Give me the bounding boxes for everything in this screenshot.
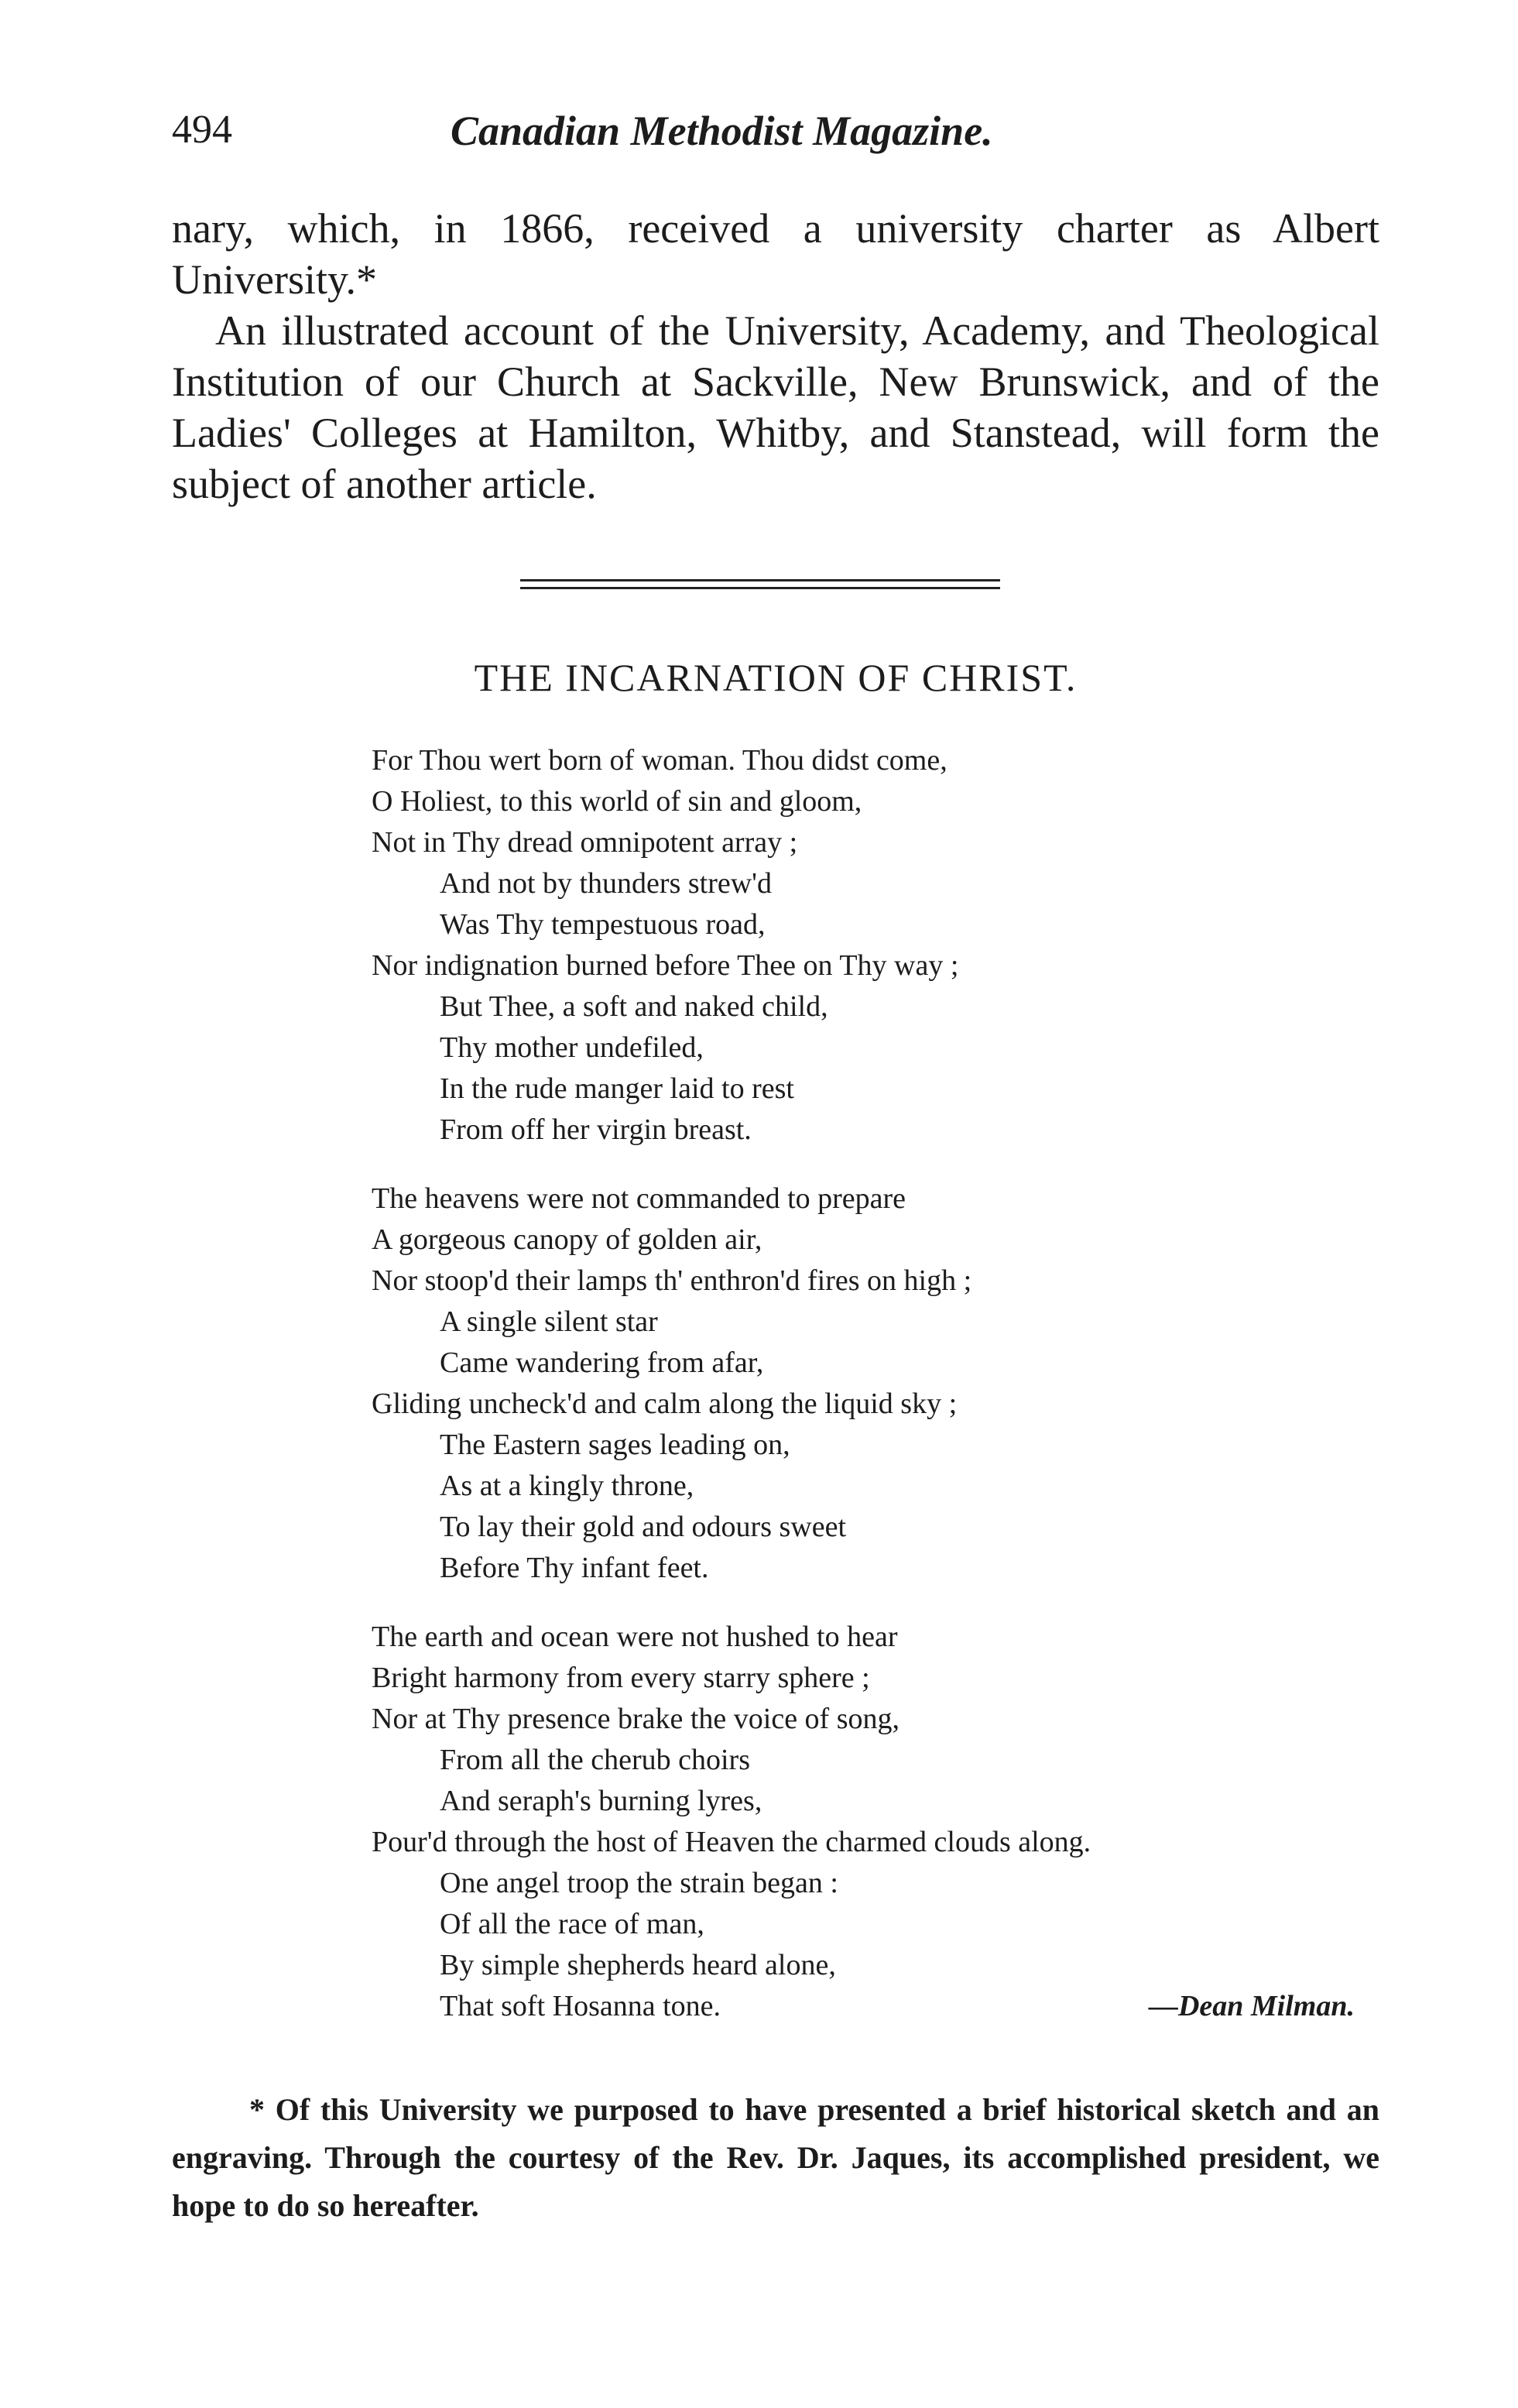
stanza — [372, 1617, 1378, 2027]
poem-line: To lay their gold and odours sweet — [440, 1511, 847, 1543]
paragraph-1: nary, which, in 1866, received a university charter as Albert University.* — [172, 205, 1379, 303]
poem-line: Nor indignation burned before Thee on Thy way ; — [372, 949, 959, 982]
poem-line: Gliding uncheck'd and calm along the liquid sky ; — [372, 1388, 958, 1420]
poem-line: By simple shepherds heard alone, — [440, 1949, 836, 1981]
footnote — [172, 2086, 1379, 2230]
poem-line: Before Thy infant feet. — [440, 1552, 709, 1584]
divider-line-bottom — [520, 587, 1000, 589]
poem-line: From off her virgin breast. — [440, 1113, 752, 1146]
poem-line: One angel troop the strain began : — [440, 1867, 838, 1899]
poem-line: O Holiest, to this world of sin and gloom, — [372, 785, 862, 818]
poem-line: In the rude manger laid to rest — [440, 1072, 794, 1105]
poem-line: Not in Thy dread omnipotent array ; — [372, 826, 798, 859]
poem-line: The earth and ocean were not hushed to hear — [372, 1621, 898, 1653]
poem-line: Bright harmony from every starry sphere ; — [372, 1662, 870, 1694]
poem-line: And seraph's burning lyres, — [440, 1785, 762, 1817]
footnote-text: * Of this University we purposed to have presented a brief historical sketch and an engraving. Through the courtesy of the Rev. Dr. Jaques, its accomplished president, we hope to do so hereafter. — [172, 2092, 1379, 2223]
page-header — [172, 107, 1379, 161]
stanza — [372, 1178, 1378, 1589]
divider-line-top — [520, 579, 1000, 581]
poem-line: As at a kingly throne, — [440, 1470, 694, 1502]
poem-line: And not by thunders strew'd — [440, 867, 773, 900]
poem-line-text: That soft Hosanna tone. — [440, 1990, 721, 2022]
poem-line: From all the cherub choirs — [440, 1744, 751, 1776]
poem-line: The Eastern sages leading on, — [440, 1429, 790, 1461]
poem-line: A single silent star — [440, 1305, 658, 1338]
article-continuation — [172, 203, 1379, 509]
stanza — [372, 740, 1378, 1151]
poem-attribution: —Dean Milman. — [1148, 1990, 1355, 2022]
poem-line: The heavens were not commanded to prepare — [372, 1182, 906, 1215]
poem-line: But Thee, a soft and naked child, — [440, 990, 828, 1023]
poem-line: Thy mother undefiled, — [440, 1031, 704, 1064]
poem-line-last — [372, 1986, 1378, 2027]
running-title: Canadian Methodist Magazine. — [451, 108, 993, 154]
poem-line: Nor at Thy presence brake the voice of song, — [372, 1703, 899, 1735]
poem — [372, 740, 1378, 2055]
poem-line: Pour'd through the host of Heaven the charmed clouds along. — [372, 1826, 1091, 1858]
poem-line: Was Thy tempestuous road, — [440, 908, 766, 941]
paragraph-2: An illustrated account of the University, Academy, and Theological Institution of our Church at Sackville, New Brunswick, and of the Ladies' Colleges at Hamilton, Whitby, and Stanstead, will form the subject of another article. — [172, 307, 1379, 507]
page-number: 494 — [172, 108, 232, 152]
poem-line: A gorgeous canopy of golden air, — [372, 1223, 762, 1256]
poem-line: For Thou wert born of woman. Thou didst come, — [372, 744, 947, 777]
poem-line: Of all the race of man, — [440, 1908, 704, 1940]
poem-line: Came wandering from afar, — [440, 1346, 764, 1379]
poem-line: Nor stoop'd their lamps th' enthron'd fires on high ; — [372, 1264, 972, 1297]
section-divider — [520, 575, 1000, 598]
poem-title: THE INCARNATION OF CHRIST. — [474, 656, 1078, 699]
